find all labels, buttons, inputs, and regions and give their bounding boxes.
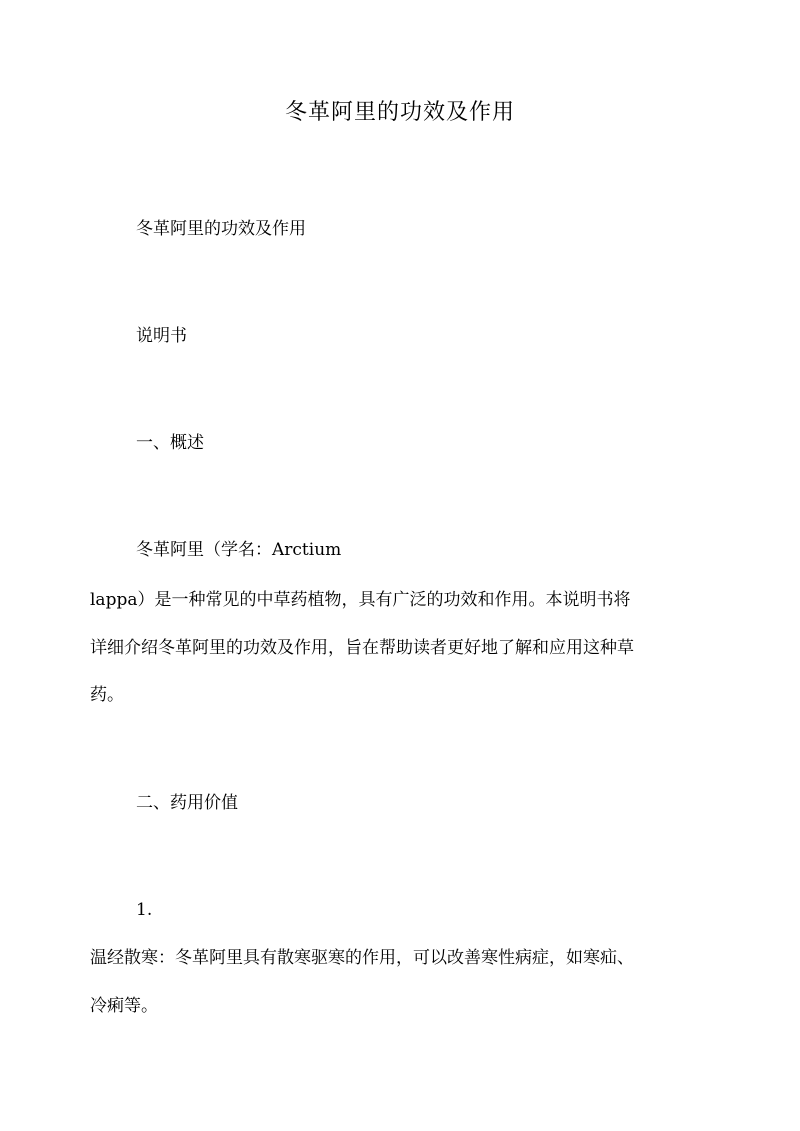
section-heading-medicinal-value: 二、药用价值: [136, 793, 238, 813]
document-title: 冬革阿里的功效及作用: [284, 100, 515, 125]
overview-paragraph-line: 冬革阿里（学名：Arctium: [136, 540, 342, 560]
overview-paragraph-line: 详细介绍冬革阿里的功效及作用，旨在帮助读者更好地了解和应用这种草: [90, 638, 634, 658]
section-heading-overview: 一、概述: [136, 433, 204, 453]
overview-paragraph-line: 药。: [90, 685, 124, 705]
manual-heading: 说明书: [136, 326, 187, 346]
overview-paragraph-line: lappa）是一种常见的中草药植物，具有广泛的功效和作用。本说明书将: [90, 590, 631, 610]
list-item-text-line: 冷痢等。: [90, 996, 158, 1016]
list-item-number: 1.: [136, 900, 153, 920]
list-item-text-line: 温经散寒：冬革阿里具有散寒驱寒的作用，可以改善寒性病症，如寒疝、: [90, 948, 634, 968]
document-subtitle: 冬革阿里的功效及作用: [136, 219, 306, 239]
